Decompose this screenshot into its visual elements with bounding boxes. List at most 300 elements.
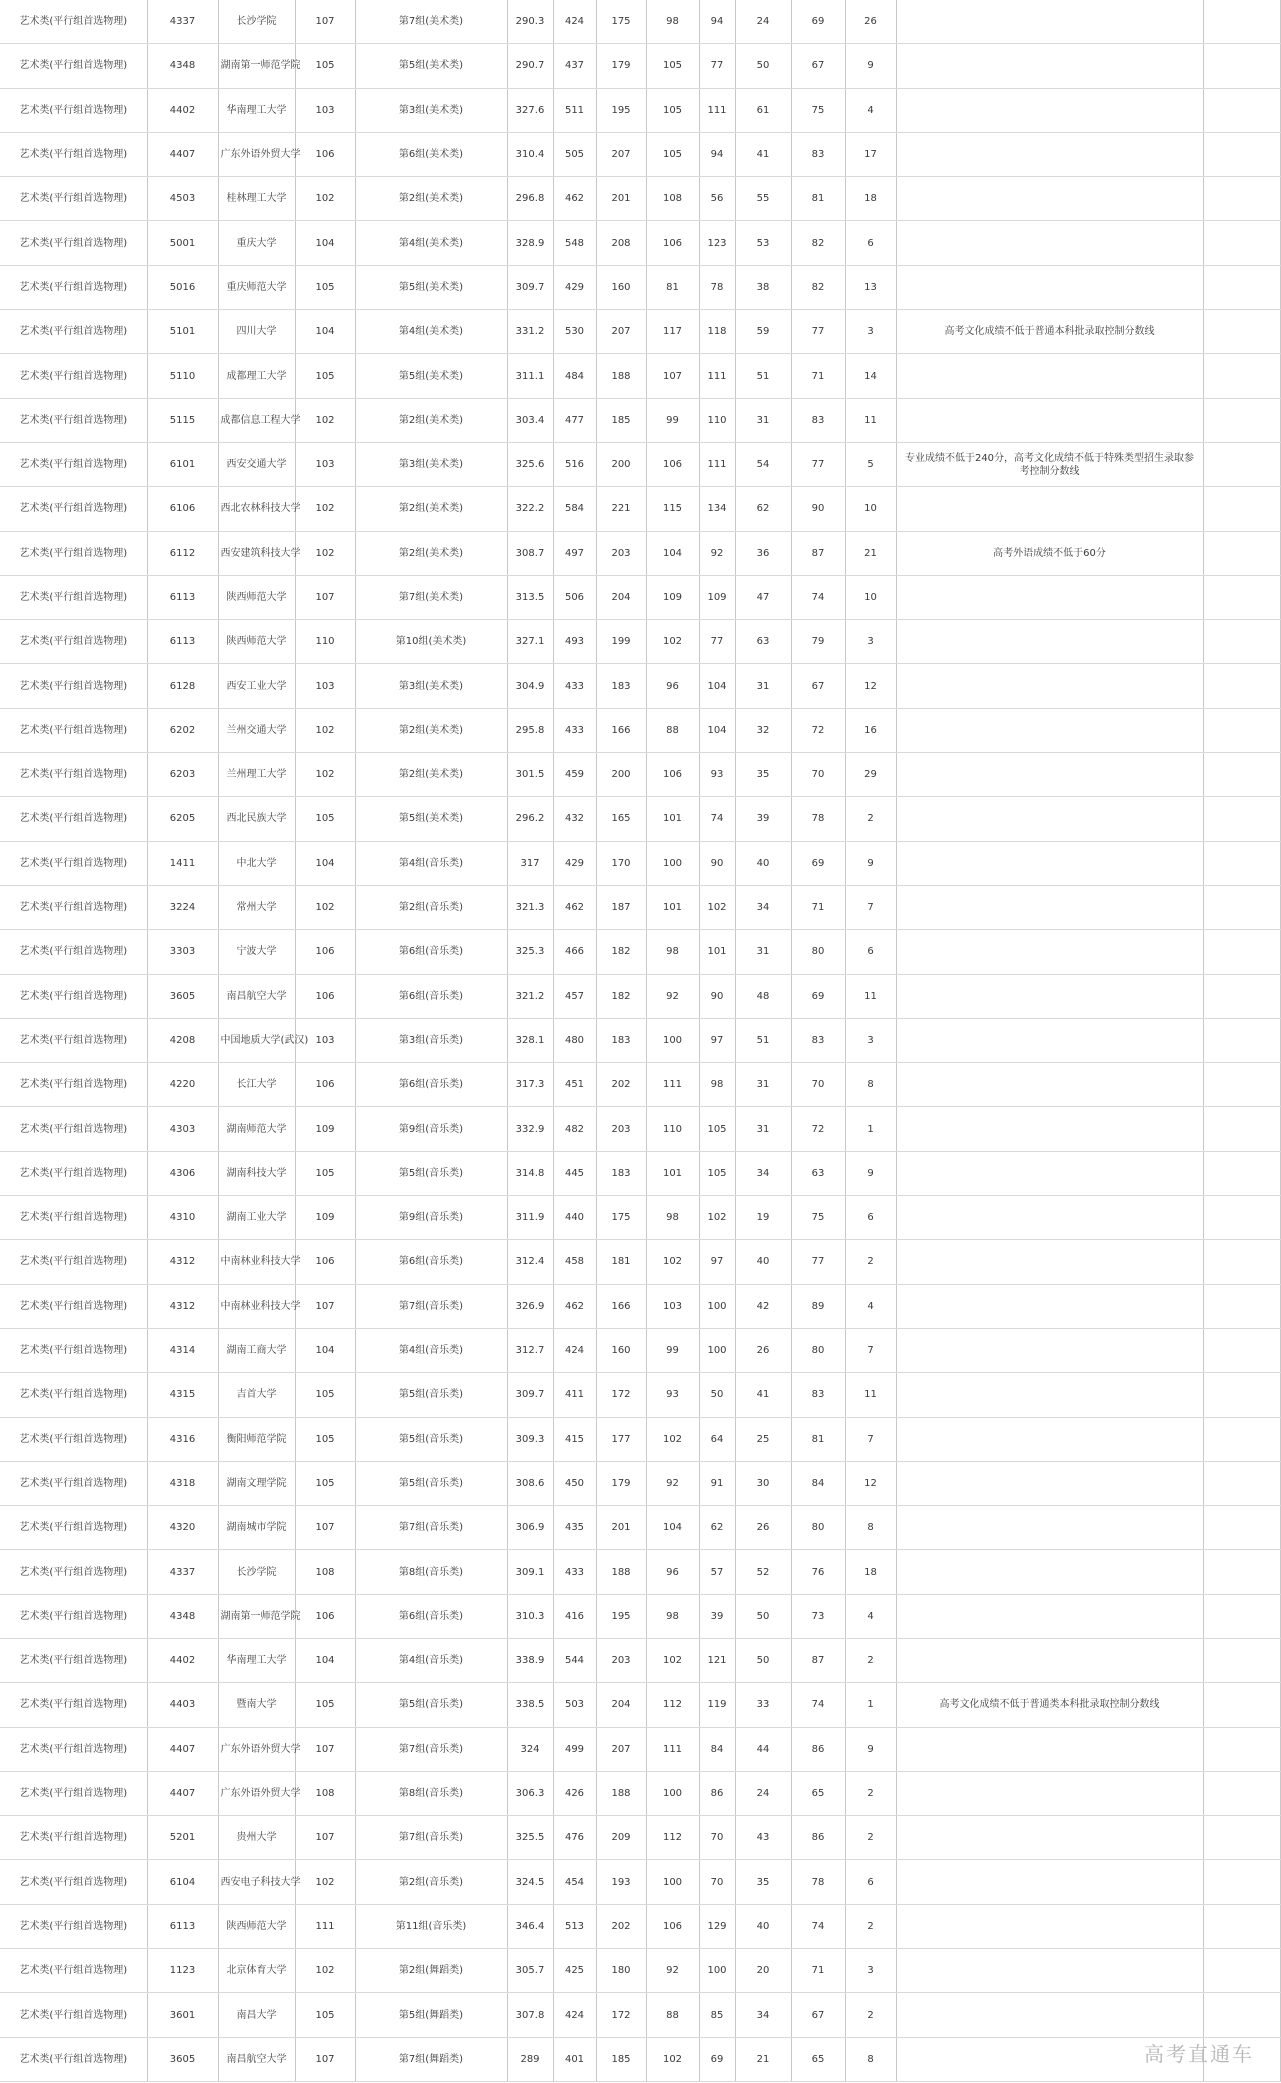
major-score-cell: 90: [791, 487, 845, 531]
culture-score-cell: 207: [596, 1727, 646, 1771]
table-row: [0, 1993, 1280, 2037]
school-name-cell: 北京体育大学: [218, 1949, 295, 1993]
group-code-cell: 107: [295, 1284, 355, 1328]
school-name-cell: 兰州理工大学: [218, 753, 295, 797]
total-score-cell: 445: [553, 1151, 596, 1195]
math-score-cell: 90: [699, 841, 735, 885]
school-code-cell: 3605: [147, 974, 218, 1018]
group-name-cell: 第5组(音乐类): [355, 1417, 507, 1461]
culture-score-cell: 201: [596, 177, 646, 221]
chinese-score-cell: 112: [646, 1816, 699, 1860]
math-score-cell: 39: [699, 1594, 735, 1638]
total-score-cell: 462: [553, 1284, 596, 1328]
school-name-cell: 西安建筑科技大学: [218, 531, 295, 575]
chinese-score-cell: 106: [646, 753, 699, 797]
rank-count-cell: 2: [845, 1816, 896, 1860]
remark-cell: [896, 1328, 1203, 1372]
empty-cell: [1203, 177, 1280, 221]
culture-score-cell: 188: [596, 1771, 646, 1815]
remark-cell: [896, 1727, 1203, 1771]
group-code-cell: 102: [295, 1949, 355, 1993]
group-name-cell: 第2组(美术类): [355, 487, 507, 531]
english-score-cell: 21: [735, 2037, 791, 2081]
remark-cell: [896, 1550, 1203, 1594]
rank-count-cell: 14: [845, 354, 896, 398]
group-name-cell: 第5组(美术类): [355, 797, 507, 841]
chinese-score-cell: 81: [646, 265, 699, 309]
category-cell: 艺术类(平行组首选物理): [0, 487, 147, 531]
total-score-cell: 415: [553, 1417, 596, 1461]
math-score-cell: 84: [699, 1727, 735, 1771]
empty-cell: [1203, 44, 1280, 88]
group-name-cell: 第6组(美术类): [355, 132, 507, 176]
remark-cell: [896, 797, 1203, 841]
major-score-cell: 87: [791, 531, 845, 575]
table-row: [0, 1196, 1280, 1240]
school-name-cell: 常州大学: [218, 885, 295, 929]
table-row: [0, 1860, 1280, 1904]
total-score-cell: 480: [553, 1018, 596, 1062]
remark-cell: [896, 708, 1203, 752]
math-score-cell: 100: [699, 1284, 735, 1328]
major-score-cell: 69: [791, 841, 845, 885]
table-row: [0, 1417, 1280, 1461]
math-score-cell: 129: [699, 1904, 735, 1948]
math-score-cell: 56: [699, 177, 735, 221]
math-score-cell: 111: [699, 88, 735, 132]
chinese-score-cell: 99: [646, 398, 699, 442]
school-name-cell: 宁波大学: [218, 930, 295, 974]
avg-score-cell: 309.7: [507, 265, 553, 309]
culture-score-cell: 166: [596, 1284, 646, 1328]
table-row: [0, 398, 1280, 442]
table-row: [0, 487, 1280, 531]
school-code-cell: 4402: [147, 88, 218, 132]
math-score-cell: 74: [699, 797, 735, 841]
avg-score-cell: 290.3: [507, 0, 553, 44]
major-score-cell: 81: [791, 177, 845, 221]
total-score-cell: 424: [553, 0, 596, 44]
empty-cell: [1203, 930, 1280, 974]
major-score-cell: 81: [791, 1417, 845, 1461]
school-name-cell: 吉首大学: [218, 1373, 295, 1417]
major-score-cell: 78: [791, 797, 845, 841]
culture-score-cell: 209: [596, 1816, 646, 1860]
avg-score-cell: 303.4: [507, 398, 553, 442]
group-name-cell: 第5组(美术类): [355, 354, 507, 398]
culture-score-cell: 183: [596, 1151, 646, 1195]
culture-score-cell: 204: [596, 575, 646, 619]
category-cell: 艺术类(平行组首选物理): [0, 930, 147, 974]
english-score-cell: 48: [735, 974, 791, 1018]
category-cell: 艺术类(平行组首选物理): [0, 1284, 147, 1328]
school-name-cell: 湖南科技大学: [218, 1151, 295, 1195]
culture-score-cell: 204: [596, 1683, 646, 1727]
empty-cell: [1203, 1550, 1280, 1594]
english-score-cell: 25: [735, 1417, 791, 1461]
remark-cell: [896, 974, 1203, 1018]
empty-cell: [1203, 0, 1280, 44]
english-score-cell: 38: [735, 265, 791, 309]
total-score-cell: 425: [553, 1949, 596, 1993]
category-cell: 艺术类(平行组首选物理): [0, 442, 147, 486]
category-cell: 艺术类(平行组首选物理): [0, 1638, 147, 1682]
group-code-cell: 103: [295, 442, 355, 486]
major-score-cell: 67: [791, 664, 845, 708]
group-code-cell: 102: [295, 708, 355, 752]
math-score-cell: 78: [699, 265, 735, 309]
major-score-cell: 84: [791, 1461, 845, 1505]
total-score-cell: 548: [553, 221, 596, 265]
table-row: [0, 531, 1280, 575]
remark-cell: [896, 487, 1203, 531]
major-score-cell: 82: [791, 221, 845, 265]
school-code-cell: 3224: [147, 885, 218, 929]
major-score-cell: 72: [791, 1107, 845, 1151]
culture-score-cell: 195: [596, 88, 646, 132]
school-name-cell: 四川大学: [218, 310, 295, 354]
group-code-cell: 108: [295, 1771, 355, 1815]
category-cell: 艺术类(平行组首选物理): [0, 398, 147, 442]
group-name-cell: 第3组(美术类): [355, 88, 507, 132]
math-score-cell: 105: [699, 1151, 735, 1195]
remark-cell: [896, 1018, 1203, 1062]
watermark-logo: 高考直通车: [1144, 2042, 1254, 2066]
school-name-cell: 南昌航空大学: [218, 2037, 295, 2081]
table-row: [0, 841, 1280, 885]
total-score-cell: 457: [553, 974, 596, 1018]
remark-cell: [896, 575, 1203, 619]
rank-count-cell: 9: [845, 841, 896, 885]
remark-cell: [896, 664, 1203, 708]
group-code-cell: 107: [295, 0, 355, 44]
category-cell: 艺术类(平行组首选物理): [0, 797, 147, 841]
avg-score-cell: 317.3: [507, 1063, 553, 1107]
english-score-cell: 61: [735, 88, 791, 132]
major-score-cell: 70: [791, 1063, 845, 1107]
school-code-cell: 4316: [147, 1417, 218, 1461]
culture-score-cell: 187: [596, 885, 646, 929]
rank-count-cell: 9: [845, 1727, 896, 1771]
category-cell: 艺术类(平行组首选物理): [0, 1373, 147, 1417]
group-code-cell: 104: [295, 841, 355, 885]
math-score-cell: 100: [699, 1328, 735, 1372]
school-name-cell: 湖南工商大学: [218, 1328, 295, 1372]
remark-cell: [896, 354, 1203, 398]
group-name-cell: 第9组(音乐类): [355, 1196, 507, 1240]
group-name-cell: 第6组(音乐类): [355, 1240, 507, 1284]
table-row: [0, 442, 1280, 486]
major-score-cell: 80: [791, 1506, 845, 1550]
table-row: [0, 1328, 1280, 1372]
group-code-cell: 106: [295, 930, 355, 974]
school-name-cell: 广东外语外贸大学: [218, 1771, 295, 1815]
math-score-cell: 104: [699, 664, 735, 708]
empty-cell: [1203, 1506, 1280, 1550]
math-score-cell: 64: [699, 1417, 735, 1461]
group-code-cell: 104: [295, 1638, 355, 1682]
major-score-cell: 77: [791, 1240, 845, 1284]
english-score-cell: 31: [735, 1063, 791, 1107]
math-score-cell: 105: [699, 1107, 735, 1151]
table-row: [0, 1949, 1280, 1993]
school-code-cell: 4303: [147, 1107, 218, 1151]
major-score-cell: 69: [791, 974, 845, 1018]
avg-score-cell: 325.6: [507, 442, 553, 486]
rank-count-cell: 18: [845, 1550, 896, 1594]
group-name-cell: 第2组(音乐类): [355, 885, 507, 929]
empty-cell: [1203, 885, 1280, 929]
category-cell: 艺术类(平行组首选物理): [0, 1196, 147, 1240]
empty-cell: [1203, 1328, 1280, 1372]
total-score-cell: 411: [553, 1373, 596, 1417]
remark-cell: [896, 1860, 1203, 1904]
math-score-cell: 102: [699, 885, 735, 929]
major-score-cell: 76: [791, 1550, 845, 1594]
chinese-score-cell: 98: [646, 1594, 699, 1638]
group-code-cell: 106: [295, 1594, 355, 1638]
english-score-cell: 34: [735, 885, 791, 929]
empty-cell: [1203, 708, 1280, 752]
total-score-cell: 440: [553, 1196, 596, 1240]
category-cell: 艺术类(平行组首选物理): [0, 1949, 147, 1993]
school-code-cell: 5110: [147, 354, 218, 398]
school-code-cell: 4314: [147, 1328, 218, 1372]
category-cell: 艺术类(平行组首选物理): [0, 1107, 147, 1151]
english-score-cell: 31: [735, 398, 791, 442]
major-score-cell: 75: [791, 1196, 845, 1240]
rank-count-cell: 4: [845, 88, 896, 132]
school-code-cell: 3601: [147, 1993, 218, 2037]
major-score-cell: 86: [791, 1816, 845, 1860]
school-name-cell: 广东外语外贸大学: [218, 132, 295, 176]
rank-count-cell: 9: [845, 44, 896, 88]
avg-score-cell: 331.2: [507, 310, 553, 354]
culture-score-cell: 160: [596, 265, 646, 309]
major-score-cell: 74: [791, 1904, 845, 1948]
table-row: [0, 221, 1280, 265]
total-score-cell: 499: [553, 1727, 596, 1771]
group-name-cell: 第5组(美术类): [355, 44, 507, 88]
total-score-cell: 516: [553, 442, 596, 486]
group-code-cell: 109: [295, 1196, 355, 1240]
empty-cell: [1203, 620, 1280, 664]
table-row: [0, 1904, 1280, 1948]
avg-score-cell: 289: [507, 2037, 553, 2081]
group-code-cell: 104: [295, 310, 355, 354]
avg-score-cell: 308.6: [507, 1461, 553, 1505]
avg-score-cell: 290.7: [507, 44, 553, 88]
group-name-cell: 第3组(美术类): [355, 664, 507, 708]
math-score-cell: 97: [699, 1018, 735, 1062]
group-code-cell: 105: [295, 265, 355, 309]
culture-score-cell: 170: [596, 841, 646, 885]
math-score-cell: 109: [699, 575, 735, 619]
total-score-cell: 466: [553, 930, 596, 974]
category-cell: 艺术类(平行组首选物理): [0, 177, 147, 221]
rank-count-cell: 7: [845, 1417, 896, 1461]
math-score-cell: 70: [699, 1860, 735, 1904]
total-score-cell: 484: [553, 354, 596, 398]
english-score-cell: 31: [735, 664, 791, 708]
category-cell: 艺术类(平行组首选物理): [0, 88, 147, 132]
rank-count-cell: 8: [845, 1063, 896, 1107]
school-name-cell: 桂林理工大学: [218, 177, 295, 221]
total-score-cell: 433: [553, 664, 596, 708]
major-score-cell: 89: [791, 1284, 845, 1328]
chinese-score-cell: 88: [646, 708, 699, 752]
culture-score-cell: 195: [596, 1594, 646, 1638]
empty-cell: [1203, 1949, 1280, 1993]
culture-score-cell: 181: [596, 1240, 646, 1284]
school-code-cell: 4407: [147, 1771, 218, 1815]
culture-score-cell: 179: [596, 1461, 646, 1505]
school-code-cell: 6113: [147, 1904, 218, 1948]
remark-cell: [896, 841, 1203, 885]
empty-cell: [1203, 1240, 1280, 1284]
avg-score-cell: 308.7: [507, 531, 553, 575]
rank-count-cell: 11: [845, 398, 896, 442]
remark-cell: [896, 1196, 1203, 1240]
remark-cell: [896, 930, 1203, 974]
total-score-cell: 426: [553, 1771, 596, 1815]
group-name-cell: 第4组(音乐类): [355, 1328, 507, 1372]
group-name-cell: 第2组(美术类): [355, 753, 507, 797]
category-cell: 艺术类(平行组首选物理): [0, 1683, 147, 1727]
rank-count-cell: 3: [845, 310, 896, 354]
major-score-cell: 74: [791, 575, 845, 619]
group-code-cell: 105: [295, 1461, 355, 1505]
major-score-cell: 65: [791, 2037, 845, 2081]
total-score-cell: 511: [553, 88, 596, 132]
group-code-cell: 107: [295, 575, 355, 619]
math-score-cell: 94: [699, 132, 735, 176]
group-code-cell: 105: [295, 44, 355, 88]
major-score-cell: 83: [791, 132, 845, 176]
table-row: [0, 797, 1280, 841]
empty-cell: [1203, 797, 1280, 841]
table-row: [0, 1373, 1280, 1417]
category-cell: 艺术类(平行组首选物理): [0, 753, 147, 797]
major-score-cell: 63: [791, 1151, 845, 1195]
total-score-cell: 437: [553, 44, 596, 88]
major-score-cell: 83: [791, 1373, 845, 1417]
rank-count-cell: 6: [845, 930, 896, 974]
remark-cell: [896, 1240, 1203, 1284]
empty-cell: [1203, 88, 1280, 132]
remark-cell: [896, 132, 1203, 176]
rank-count-cell: 21: [845, 531, 896, 575]
table-row: [0, 1594, 1280, 1638]
avg-score-cell: 306.9: [507, 1506, 553, 1550]
empty-cell: [1203, 1461, 1280, 1505]
math-score-cell: 118: [699, 310, 735, 354]
category-cell: 艺术类(平行组首选物理): [0, 1816, 147, 1860]
english-score-cell: 34: [735, 1993, 791, 2037]
empty-cell: [1203, 1860, 1280, 1904]
empty-cell: [1203, 1018, 1280, 1062]
total-score-cell: 503: [553, 1683, 596, 1727]
category-cell: 艺术类(平行组首选物理): [0, 1506, 147, 1550]
english-score-cell: 35: [735, 1860, 791, 1904]
remark-cell: [896, 1373, 1203, 1417]
major-score-cell: 67: [791, 44, 845, 88]
avg-score-cell: 338.9: [507, 1638, 553, 1682]
culture-score-cell: 175: [596, 1196, 646, 1240]
empty-cell: [1203, 1683, 1280, 1727]
empty-cell: [1203, 1063, 1280, 1107]
school-name-cell: 华南理工大学: [218, 1638, 295, 1682]
total-score-cell: 458: [553, 1240, 596, 1284]
avg-score-cell: 306.3: [507, 1771, 553, 1815]
table-row: [0, 1063, 1280, 1107]
culture-score-cell: 165: [596, 797, 646, 841]
math-score-cell: 91: [699, 1461, 735, 1505]
school-code-cell: 4402: [147, 1638, 218, 1682]
chinese-score-cell: 106: [646, 1904, 699, 1948]
category-cell: 艺术类(平行组首选物理): [0, 132, 147, 176]
chinese-score-cell: 106: [646, 442, 699, 486]
school-name-cell: 广东外语外贸大学: [218, 1727, 295, 1771]
school-code-cell: 6101: [147, 442, 218, 486]
category-cell: 艺术类(平行组首选物理): [0, 708, 147, 752]
school-name-cell: 长沙学院: [218, 1550, 295, 1594]
math-score-cell: 121: [699, 1638, 735, 1682]
school-code-cell: 6202: [147, 708, 218, 752]
group-code-cell: 107: [295, 2037, 355, 2081]
school-code-cell: 4315: [147, 1373, 218, 1417]
major-score-cell: 83: [791, 1018, 845, 1062]
school-name-cell: 成都信息工程大学: [218, 398, 295, 442]
culture-score-cell: 200: [596, 753, 646, 797]
chinese-score-cell: 93: [646, 1373, 699, 1417]
remark-cell: [896, 1594, 1203, 1638]
school-code-cell: 4503: [147, 177, 218, 221]
group-name-cell: 第4组(音乐类): [355, 841, 507, 885]
group-code-cell: 105: [295, 1683, 355, 1727]
school-name-cell: 贵州大学: [218, 1816, 295, 1860]
culture-score-cell: 166: [596, 708, 646, 752]
school-name-cell: 陕西师范大学: [218, 575, 295, 619]
group-name-cell: 第6组(音乐类): [355, 1063, 507, 1107]
empty-cell: [1203, 1638, 1280, 1682]
culture-score-cell: 203: [596, 531, 646, 575]
chinese-score-cell: 104: [646, 1506, 699, 1550]
culture-score-cell: 180: [596, 1949, 646, 1993]
group-name-cell: 第3组(美术类): [355, 442, 507, 486]
school-code-cell: 6203: [147, 753, 218, 797]
rank-count-cell: 2: [845, 1240, 896, 1284]
avg-score-cell: 307.8: [507, 1993, 553, 2037]
category-cell: 艺术类(平行组首选物理): [0, 1063, 147, 1107]
chinese-score-cell: 98: [646, 0, 699, 44]
avg-score-cell: 317: [507, 841, 553, 885]
culture-score-cell: 182: [596, 930, 646, 974]
school-name-cell: 中南林业科技大学: [218, 1240, 295, 1284]
table-row: [0, 1240, 1280, 1284]
school-code-cell: 4337: [147, 0, 218, 44]
avg-score-cell: 321.2: [507, 974, 553, 1018]
category-cell: 艺术类(平行组首选物理): [0, 885, 147, 929]
math-score-cell: 134: [699, 487, 735, 531]
avg-score-cell: 304.9: [507, 664, 553, 708]
remark-cell: [896, 398, 1203, 442]
chinese-score-cell: 100: [646, 841, 699, 885]
school-code-cell: 4407: [147, 1727, 218, 1771]
group-name-cell: 第2组(舞蹈类): [355, 1949, 507, 1993]
school-name-cell: 湖南工业大学: [218, 1196, 295, 1240]
table-row: [0, 753, 1280, 797]
